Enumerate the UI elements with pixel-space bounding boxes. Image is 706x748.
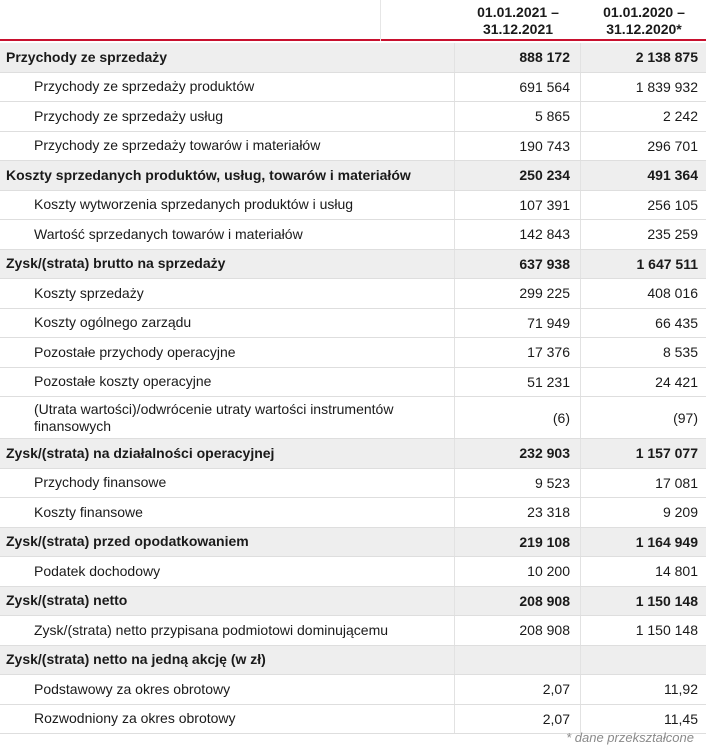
- row-label: Zysk/(strata) przed opodatkowaniem: [6, 533, 249, 550]
- row-label: Zysk/(strata) netto: [6, 592, 128, 609]
- row-label: Przychody ze sprzedaży produktów: [34, 78, 255, 95]
- table-row: [0, 43, 706, 73]
- row-label: Koszty finansowe: [34, 503, 143, 520]
- row-label: Koszty ogólnego zarządu: [34, 314, 192, 331]
- value-2021: 23 318: [527, 504, 570, 521]
- row-label: Przychody ze sprzedaży towarów i materiałów: [34, 137, 321, 154]
- table-header: [0, 0, 706, 41]
- value-2020: 11,92: [664, 681, 698, 698]
- value-2021: 219 108: [519, 533, 570, 550]
- value-2021: 208 908: [519, 592, 570, 609]
- value-2020: 1 157 077: [635, 445, 698, 462]
- table-row: [0, 528, 706, 558]
- table-row: [0, 469, 706, 499]
- value-2020: 296 701: [647, 137, 698, 154]
- value-2021: 107 391: [519, 196, 570, 213]
- value-2021: 637 938: [519, 255, 570, 272]
- table-row: [0, 587, 706, 617]
- value-2020: 1 150 148: [635, 622, 698, 639]
- table-row: [0, 132, 706, 162]
- value-2020: 8 535: [662, 344, 698, 361]
- row-label: Koszty sprzedanych produktów, usług, towarów i materiałów: [6, 166, 411, 183]
- row-label: Pozostałe przychody operacyjne: [34, 343, 236, 360]
- table-row: [0, 250, 706, 280]
- value-2021: 232 903: [519, 445, 570, 462]
- table-row: [0, 191, 706, 221]
- table-row: [0, 220, 706, 250]
- value-2020: 66 435: [655, 314, 698, 331]
- value-2021: 17 376: [527, 344, 570, 361]
- row-label: Podstawowy za okres obrotowy: [34, 680, 231, 697]
- value-2021: 71 949: [527, 314, 570, 331]
- value-2021: 10 200: [527, 563, 570, 580]
- table-row: [0, 161, 706, 191]
- value-2021: 51 231: [527, 373, 570, 390]
- value-2021: (6): [552, 409, 570, 426]
- table-row: [0, 397, 706, 439]
- row-label: Zysk/(strata) netto przypisana podmiotowi dominującemu: [34, 621, 389, 638]
- header-divider: [380, 0, 381, 41]
- column-header-2020-line2: 31.12.2020*: [606, 21, 682, 37]
- table-row: [0, 498, 706, 528]
- value-2020: (97): [673, 409, 698, 426]
- column-header-2021: [462, 4, 574, 38]
- value-2020: 9 209: [662, 504, 698, 521]
- row-label: Pozostałe koszty operacyjne: [34, 373, 212, 390]
- value-2021: 250 234: [519, 167, 570, 184]
- row-label: Koszty sprzedaży: [34, 284, 144, 301]
- table-row: [0, 309, 706, 339]
- value-2020: 2 138 875: [635, 49, 698, 66]
- table-row: [0, 616, 706, 646]
- value-2020: 2 242: [662, 108, 698, 125]
- value-2021: 888 172: [519, 49, 570, 66]
- value-2021: 2,07: [542, 681, 570, 698]
- value-2021: 5 865: [534, 108, 570, 125]
- value-2021: 9 523: [534, 474, 570, 491]
- table-row: [0, 279, 706, 309]
- row-label: Podatek dochodowy: [34, 562, 161, 579]
- value-2020: 408 016: [647, 285, 698, 302]
- value-2020: 11,45: [664, 710, 698, 727]
- value-2021: 2,07: [542, 710, 570, 727]
- value-2020: 1 150 148: [635, 592, 698, 609]
- column-header-2020: [588, 4, 700, 38]
- value-2021: 691 564: [519, 78, 570, 95]
- value-2021: 208 908: [519, 622, 570, 639]
- value-2020: 491 364: [647, 167, 698, 184]
- value-2020: 256 105: [647, 196, 698, 213]
- footnote: * dane przekształcone: [566, 730, 694, 745]
- row-label: Wartość sprzedanych towarów i materiałów: [34, 225, 303, 242]
- value-2020: 14 801: [655, 563, 698, 580]
- value-2020: 1 839 932: [635, 78, 698, 95]
- table-row: [0, 338, 706, 368]
- value-2020: 17 081: [655, 474, 698, 491]
- row-label: Zysk/(strata) netto na jedną akcję (w zł): [6, 651, 266, 668]
- table-row: [0, 73, 706, 103]
- value-2021: 299 225: [519, 285, 570, 302]
- table-row: [0, 557, 706, 587]
- row-label: Koszty wytworzenia sprzedanych produktów i usług: [34, 196, 354, 213]
- income-statement-table: [0, 43, 706, 734]
- value-2020: 1 647 511: [636, 255, 698, 272]
- row-label: Zysk/(strata) brutto na sprzedaży: [6, 255, 226, 272]
- table-row: [0, 675, 706, 705]
- column-header-2020-line1: 01.01.2020 –: [603, 4, 685, 20]
- value-2020: 235 259: [647, 226, 698, 243]
- row-label: Przychody ze sprzedaży usług: [34, 107, 224, 124]
- row-label: Przychody ze sprzedaży: [6, 48, 168, 65]
- column-header-2021-line1: 01.01.2021 –: [477, 4, 559, 20]
- table-row: [0, 439, 706, 469]
- column-header-2021-line2: 31.12.2021: [482, 21, 554, 37]
- value-2021: 142 843: [519, 226, 570, 243]
- row-label: Zysk/(strata) na działalności operacyjnej: [6, 444, 275, 461]
- table-row: [0, 368, 706, 398]
- row-label: (Utrata wartości)/odwrócenie utraty wartości instrumentów finansowych: [34, 400, 394, 434]
- value-2020: 1 164 949: [635, 533, 698, 550]
- table-row: [0, 646, 706, 676]
- value-2021: 190 743: [519, 137, 570, 154]
- row-label: Rozwodniony za okres obrotowy: [34, 710, 236, 727]
- table-row: [0, 102, 706, 132]
- value-2020: 24 421: [655, 373, 698, 390]
- row-label: Przychody finansowe: [34, 474, 167, 491]
